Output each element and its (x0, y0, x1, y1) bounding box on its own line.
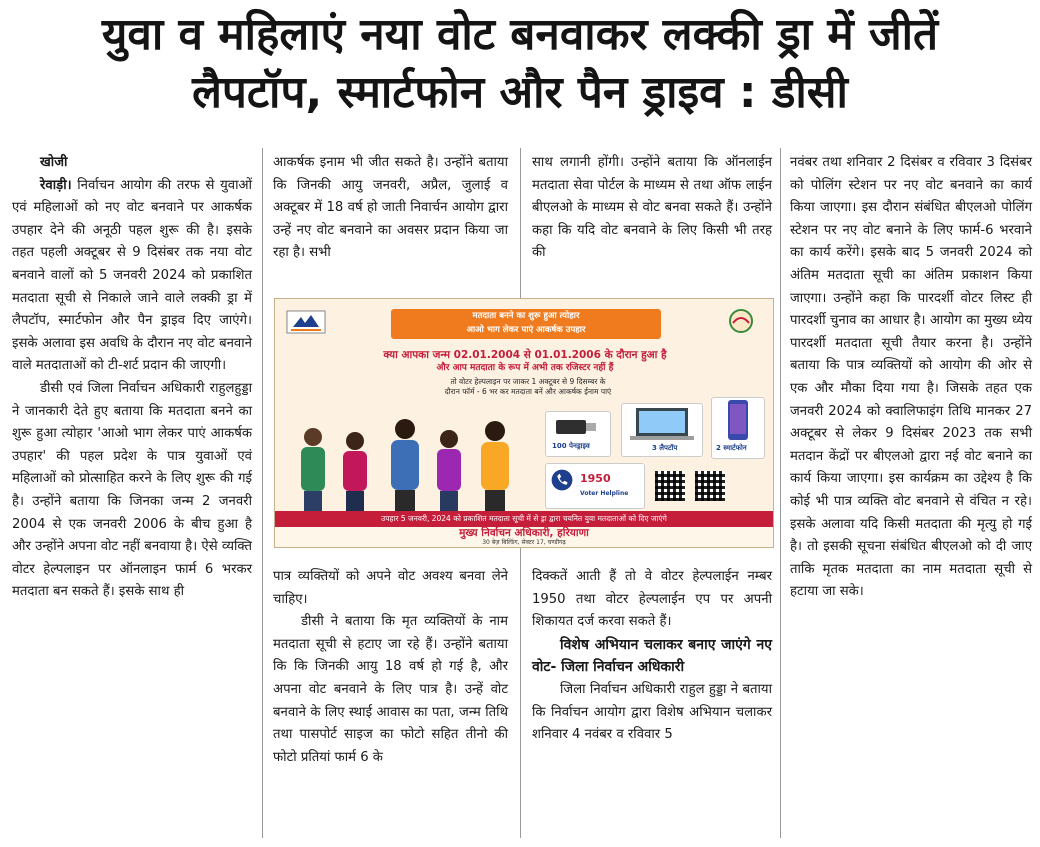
helpline-label: Voter Helpline (580, 490, 629, 497)
laptop-prize-label: 3 लैपटॉप (652, 444, 678, 452)
ad-question-line-2: और आप मतदाता के रूप में अभी तक रजिस्टर नहीं हैं (436, 363, 614, 373)
ad-question-line-1: क्या आपका जन्म 02.01.2004 से 01.01.2006 के दौरान हुआ है (383, 349, 667, 361)
smartphone-icon (712, 398, 764, 442)
election-commission-logo (285, 307, 327, 337)
ad-instruction-line-2: दौरान फॉर्म - 6 भर कर मतदाता बनें और आकर्षक ईनाम पाएं (444, 387, 612, 396)
article-column-3-bottom (532, 566, 772, 747)
paragraph: निर्वाचन आयोग की तरफ से युवाओं एवं महिलाओं को नए वोट बनवाने पर आकर्षक उपहार देने की अनूठी पहल शुरू की है। इसके तहत पहली अक्टूबर से 9 दिसंबर तक नया वोट बनवाने वालों को 5 जनवरी 2024 को प्रकाशित मतदाता सूची से निकाले जाने वाले लक्की ड्रा में लैपटॉप, स्मार्टफोन और पैन ड्राइव दिए जाएंगे। इसके अलावा इस अवधि के दौरान नए वोट बनवाने वाले मतदाताओं को टी-शर्ट प्रदान की जाएगी। (12, 177, 252, 374)
paragraph: आकर्षक इनाम भी जीत सकते है। उन्होंने बताया कि जिनकी आयु जनवरी, अप्रैल, जुलाई व अक्टूबर में 18 वर्ष हो जाती निवार्चन आयोग द्वारा उन्हें नए वोट बनवाने का अवसर प्रदान किया जा रहा है। सभी (273, 155, 508, 261)
qr-code (655, 471, 685, 501)
helpline-card (545, 463, 645, 509)
ad-footer-strip: उपहार 5 जनवरी, 2024 को प्रकाशित मतदाता सूची में से ड्रा द्वारा चयनित युवा मतदाताओं को दिए जाएंगे (275, 511, 773, 527)
paragraph: साथ लगानी होंगी। उन्होंने बताया कि ऑनलाईन मतदाता सेवा पोर्टल के माध्यम से तथा ऑफ लाईन बीएलओ के माध्यम से वोट बनवा सकते हैं। उन्होंने कहा कि यदि वोट बनवाने के लिए किसी भी तरह की (532, 155, 772, 261)
helpline-number: 1950 (580, 472, 611, 485)
column-divider (262, 148, 263, 838)
subheading: विशेष अभियान चलाकर बनाए जाएंगे नए वोट- जिला निर्वाचन अधिकारी (532, 636, 772, 676)
byline: खोजी (40, 155, 68, 170)
pendrive-icon (546, 412, 610, 442)
article-column-1 (12, 152, 252, 604)
paragraph: डीसी ने बताया कि मृत व्यक्तियों के नाम मतदाता सूची से हटाए जा रहे हैं। उन्होंने बताया कि कि जिनकी आयु 18 वर्ष हो गई है, और अपना वोट बनवाने के लिए पात्र है। उन्हें वोट बनवाने के लिए स्थाई आवास का पता, जन्म तिथि तथा पासपोर्ट साइज का फोटो सहित तीनो की फोटो प्रतियां फार्म 6 के (273, 614, 508, 765)
article-column-4 (790, 152, 1032, 604)
pendrive-prize-label: 100 पेनड्राइव (552, 442, 590, 450)
laptop-icon (622, 404, 702, 442)
ad-instruction-line-1: तो वोटर हेल्पलाइन पर जाकर 1 अक्टूबर से 9 दिसम्बर के (450, 377, 606, 386)
laptop-prize-card (621, 403, 703, 457)
smartphone-prize-card (711, 397, 765, 459)
phone-icon (550, 468, 574, 492)
election-advertisement (274, 298, 774, 548)
ad-banner-line-2: आओ भाग लेकर पाएं आकर्षक उपहार (466, 325, 586, 335)
ad-banner (391, 309, 661, 339)
paragraph: नवंबर तथा शनिवार 2 दिसंबर व रविवार 3 दिसंबर को पोलिंग स्टेशन पर नए वोट बनवाने का कार्य किया जाएगा। इस दौरान संबंधित बीएलओ पोलिंग स्टेशन पर नए वोट बनाने के लिए फार्म-6 भरवाने का कार्य करेंगे। इसके बाद 5 जनवरी 2024 को अंतिम मतदाता सूची का अंतिम प्रकाशन किया जाएगा। उन्होंने कहा कि पारदर्शी वोटर लिस्ट ही पारदर्शी चुनाव का आधार है। आयोग का मुख्य ध्येय पारदर्शी मतदाता सूची तैयार करना है। उन्होंने बताया कि पात्र व्यक्तियों को आयोग की ओर से एक और मौका दिया गया है। जिसके तहत एक जनवरी 2024 को क्वालिफाइंग तिथि मानकर 27 अक्टूबर से लेकर 9 दिसंबर 2023 तक सभी मतदान केंद्रों पर बीएलओ द्वारा नई वोट बनाने का कार्य किया जाएगा। इस कार्यक्रम का उद्देश्य है कि कोई भी पात्र व्यक्ति वोट बनवाने से वंचित न रहे। इसके अलावा यदि किसी मतदाता की मृत्यु हो गई है। तो इसकी सूचना संबंधित बीएलओ को दी जाए ताकि मृतक मतदाता का नाम मतदाता सूची से हटाया जा सके। (790, 155, 1032, 600)
paragraph: डीसी एवं जिला निर्वाचन अधिकारी राहुलहुड्डा ने जानकारी देते हुए बताया कि मतदाता बनने का शुरू हुआ त्योहार 'आओ भाग लेकर पाएं आकर्षक उपहार' की पहल प्रदेश के पात्र युवाओं एवं महिलाओं को प्रोत्साहित करने के लिए शुरू की गई है। उन्होंने बताया कि जिनका जन्म 2 जनवरी 2004 से एक जनवरी 2006 के बीच हुआ है और उन्होंने अपना वोट नहीं बनवाया है। ऐसे व्यक्ति वोटर हेल्पलाइन पर ऑनलाइन फार्म 6 भरकर मतदाता बन सकते हैं। इसके साथ ही (12, 380, 252, 600)
ad-department (275, 527, 773, 547)
smartphone-prize-label: 2 स्मार्टफोन (716, 444, 747, 452)
pendrive-prize-card (545, 411, 611, 457)
voter-festival-logo (721, 307, 761, 337)
paragraph: जिला निर्वाचन अधिकारी राहुल हुड्डा ने बताया कि निर्वाचन आयोग द्वारा विशेष अभियान चलाकर शनिवार 4 नवंबर व रविवार 5 (532, 681, 772, 743)
paragraph: पात्र व्यक्तियों को अपने वोट अवश्य बनवा लेने चाहिए। (273, 569, 508, 607)
article-column-2-top (273, 152, 508, 265)
article-column-2-bottom (273, 566, 508, 769)
headline-line-1: युवा व महिलाएं नया वोट बनवाकर लक्की ड्रा में जीतें (101, 9, 939, 60)
paragraph: दिक्कतें आती हैं तो वे वोटर हेल्पलाईन नम्बर 1950 तथा वोटर हेल्पलाईन एप पर अपनी शिकायत दर्ज करवा सकते हैं। (532, 569, 772, 630)
article-column-3-top (532, 152, 772, 265)
ad-department-address: 30 बेज़ बिल्डिंग, सेक्टर 17, चण्डीगढ़ (482, 539, 566, 546)
headline (0, 0, 1040, 122)
dateline: रेवाड़ी। (40, 177, 72, 193)
ad-question (295, 349, 755, 375)
ad-department-name: मुख्य निर्वाचन अधिकारी, हरियाणा (459, 527, 589, 539)
young-voters-photo (283, 407, 531, 511)
qr-code (695, 471, 725, 501)
ad-banner-line-1: मतदाता बनने का शुरू हुआ त्योहार (472, 311, 580, 321)
headline-line-2: लैपटॉप, स्मार्टफोन और पैन ड्राइव : डीसी (192, 67, 848, 118)
ad-instructions (383, 377, 673, 397)
column-divider (780, 148, 781, 838)
